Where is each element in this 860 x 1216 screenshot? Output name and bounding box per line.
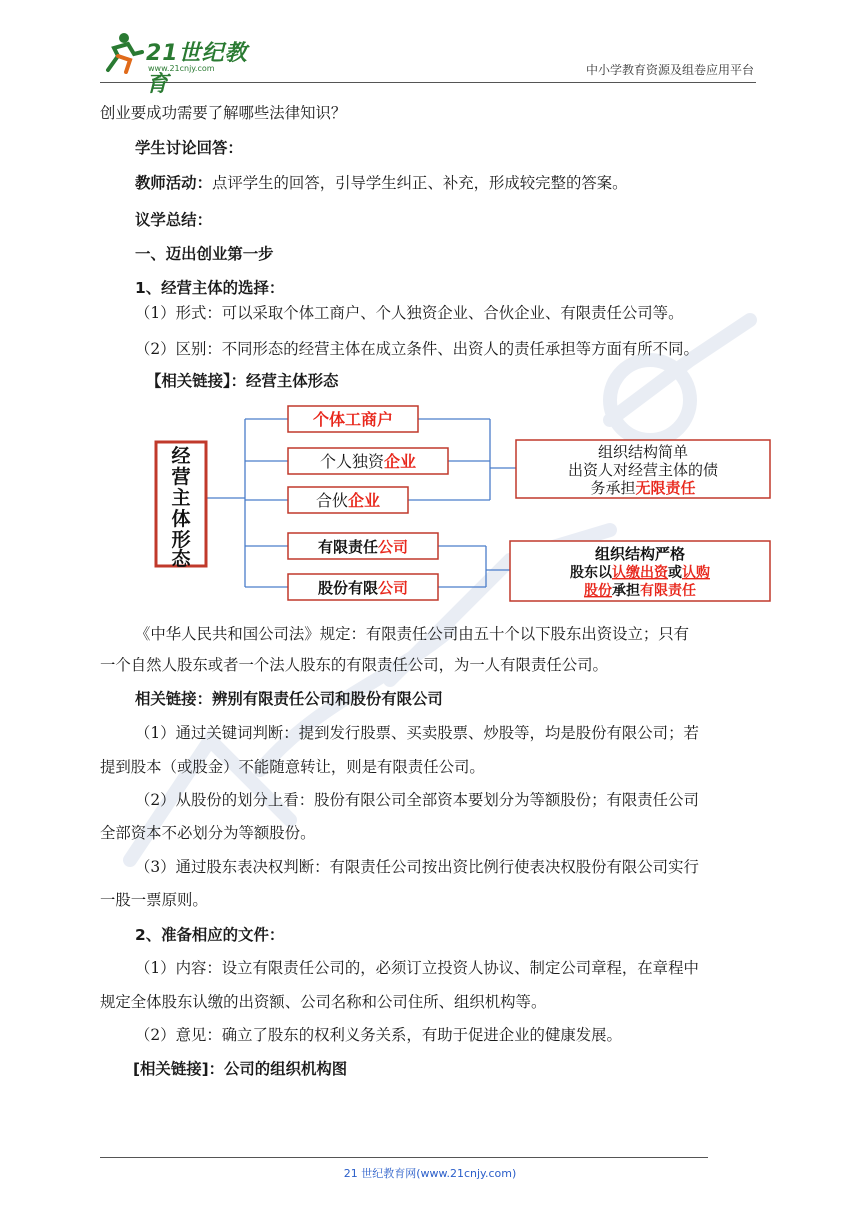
- svg-text:个人独资企业: [320, 452, 416, 471]
- note-text-black: 或: [668, 565, 682, 581]
- svg-text:合伙企业: [316, 491, 380, 510]
- note-text-red: 认缴出资: [612, 565, 668, 581]
- business-entity-diagram: [150, 400, 780, 610]
- page-header: [100, 30, 756, 97]
- related-link-2: 相关链接：辨别有限责任公司和股份有限公司: [135, 690, 443, 708]
- teacher-paragraph: [135, 172, 797, 194]
- box-text-red: 公司: [378, 579, 409, 597]
- student-label: 学生讨论回答：: [135, 139, 243, 157]
- note-text-red: 认购: [682, 565, 710, 581]
- subheading-1: 1、经营主体的选择：: [135, 279, 285, 297]
- box-text-black: 个人独资: [319, 452, 384, 471]
- share-division-line1: （2）从股份的划分上看：股份有限公司全部资本要划分为等额股份；有限责任公司: [135, 791, 699, 809]
- footer-divider: [100, 1157, 708, 1158]
- box-text-black: 股份有限: [317, 579, 378, 597]
- related-link-1: 【相关链接】：经营主体形态: [146, 372, 339, 390]
- svg-text:股东以认缴出资或认购: [570, 564, 710, 581]
- note-text-red: 无限责任: [635, 479, 696, 497]
- platform-title: 中小学教育资源及组卷应用平台: [585, 63, 754, 77]
- law-text-line1: 《中华人民共和国公司法》规定：有限责任公司由五十个以下股东出资设立；只有: [135, 625, 690, 643]
- teacher-text: 点评学生的回答，引导学生纠正、补充，形成较完整的答案。: [211, 174, 628, 192]
- root-char: 营: [171, 466, 191, 488]
- note-line: 组织结构简单: [597, 443, 689, 461]
- note-text-black: 务承担: [590, 479, 636, 497]
- note-line: 组织结构严格: [594, 545, 686, 563]
- svg-text:务承担无限责任: [590, 479, 695, 497]
- summary-heading: 议学总结：: [135, 211, 212, 229]
- svg-text:股份有限公司: [318, 579, 408, 597]
- logo-url: www.21cnjy.com: [148, 64, 215, 73]
- root-node: [156, 442, 206, 570]
- root-char: 主: [171, 487, 191, 509]
- content-line1: （1）内容：设立有限责任公司的，必须订立投资人协议、制定公司章程，在章程中: [135, 959, 699, 977]
- entity-box-partnership: [288, 487, 408, 513]
- root-char: 形: [171, 529, 191, 551]
- content-line2: 规定全体股东认缴的出资额、公司名称和公司住所、组织机构等。: [100, 993, 547, 1011]
- paragraph-difference: （2）区别：不同形态的经营主体在成立条件、出资人的责任承担等方面有所不同。: [135, 340, 699, 358]
- note-limited-liability: [510, 541, 770, 601]
- root-char: 经: [171, 445, 191, 467]
- svg-text:个体工商户: [313, 410, 393, 429]
- runner-icon: [100, 30, 144, 74]
- share-division-line2: 全部资本不必划分为等额股份。: [100, 824, 316, 842]
- svg-text:股份承担有限责任: [584, 582, 696, 599]
- note-unlimited-liability: [516, 440, 770, 498]
- entity-box-sole-proprietorship: [288, 448, 448, 474]
- voting-right-line1: （3）通过股东表决权判断：有限责任公司按出资比例行使表决权股份有限公司实行: [135, 858, 699, 876]
- note-text-black: 承担: [612, 583, 640, 599]
- law-text-line2: 一个自然人股东或者一个法人股东的有限责任公司，为一人有限责任公司。: [100, 656, 608, 674]
- related-link-3: [相关链接]：公司的组织机构图: [133, 1060, 348, 1078]
- keyword-judgment-line1: （1）通过关键词判断：提到发行股票、买卖股票、炒股等，均是股份有限公司；若: [135, 724, 699, 742]
- teacher-label: 教师活动：: [135, 174, 212, 192]
- entity-box-individual: [288, 406, 418, 432]
- footer-link[interactable]: 21 世纪教育网(www.21cnjy.com): [343, 1167, 517, 1180]
- section-heading-1: 一、迈出创业第一步: [135, 245, 274, 263]
- root-char: 体: [171, 508, 191, 530]
- question-text: 创业要成功需要了解哪些法律知识？: [100, 104, 347, 122]
- box-text-black: 有限责任: [317, 538, 378, 556]
- box-text-black: 合伙: [315, 491, 348, 510]
- box-text-red: 企业: [348, 491, 381, 510]
- voting-right-line2: 一股一票原则。: [100, 891, 208, 909]
- keyword-judgment-line2: 提到股本（或股金）不能随意转让，则是有限责任公司。: [100, 758, 485, 776]
- svg-text:有限责任公司: [318, 538, 408, 556]
- note-text-black: 股东以: [570, 565, 612, 581]
- note-text-red: 有限责任: [640, 583, 696, 599]
- significance-paragraph: （2）意见：确立了股东的权利义务关系，有助于促进企业的健康发展。: [135, 1026, 622, 1044]
- logo-text: 21世纪教育: [146, 41, 248, 97]
- paragraph-form: （1）形式：可以采取个体工商户、个人独资企业、合伙企业、有限责任公司等。: [135, 304, 684, 322]
- box-text-red: 个体工商户: [312, 410, 394, 429]
- entity-box-joint-stock: [288, 574, 438, 600]
- box-text-red: 公司: [378, 538, 409, 556]
- root-char: 态: [171, 548, 191, 570]
- note-text-red: 股份: [584, 583, 612, 599]
- subheading-2: 2、准备相应的文件：: [135, 926, 285, 944]
- note-line: 出资人对经营主体的债: [567, 461, 719, 479]
- entity-box-llc: [288, 533, 438, 559]
- logo: [100, 30, 270, 97]
- box-text-red: 企业: [384, 452, 417, 471]
